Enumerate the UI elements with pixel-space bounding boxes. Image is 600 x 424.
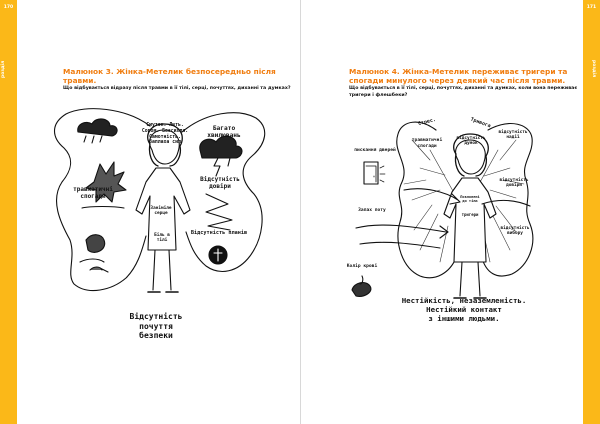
right-page-number: 171: [586, 5, 597, 10]
lightning-icon: [206, 194, 232, 230]
figure-4-question: Що відбувається в її тілі, серці, почуттях, диханні та думках, коли вона переживає тригери і флешбеки?: [349, 86, 578, 98]
no-safety-label: Відсутність почуття безпеки: [129, 312, 183, 341]
touch-label: Поклонені до тіла: [460, 195, 480, 204]
no-hope-label: відсутність надії: [498, 130, 528, 141]
blood-color-label: Колір крові: [346, 264, 378, 269]
left-page-number: 170: [3, 5, 14, 10]
door-squeak-label: пискання дверей: [354, 148, 396, 153]
left-side-tab: розділ: [1, 60, 6, 78]
body-pain-label: Біль в тілі: [154, 233, 170, 244]
numb-heart-label: Заніміле серце: [150, 206, 172, 217]
stress-label: Стрес.: [417, 116, 437, 128]
figure-3-caption: Малюнок 3. Жінка-Метелик безпосередньо після травми.: [63, 67, 276, 85]
traumatic-memories-label: травматичні спогади: [73, 186, 113, 201]
worries-label: Багато хвилювань: [207, 125, 241, 140]
cloud-icon: [78, 119, 117, 136]
traumatic-memories-label-right: травматичні спогади: [411, 138, 443, 149]
emotions-label: Смуток. Лють. Сором. Безсилля. Самотність. Заплаха сил: [141, 123, 189, 146]
right-side-tab: розділ: [591, 60, 596, 78]
anxiety-label: Тривога: [469, 116, 492, 130]
no-choice-label: відсутність вибору: [500, 226, 530, 236]
blood-drop-icon: [352, 283, 371, 297]
no-plans-label: Відсутність планів: [190, 230, 248, 236]
figure-4-caption: Малюнок 4. Жінка-Метелик переживає тригери та спогади минулого через деякий час після травми.: [349, 67, 568, 85]
lightning-icon: [214, 158, 220, 176]
figure-3-question: Що відбувається відразу після травми в її тілі, серці, почуттях, диханні та думках?: [63, 86, 291, 91]
trigger-label: тригери: [461, 212, 479, 217]
no-trust-label-right: відсутність довіри: [499, 178, 529, 189]
sweat-smell-label: Запах поту: [358, 208, 386, 213]
no-trust-label: Відсутність довіри: [200, 176, 240, 191]
no-thoughts-label: відсутність думок: [456, 136, 486, 147]
wind-arrow-icon: [356, 225, 448, 238]
instability-summary-label: Нестійкість, незаземленість. Нестійкий контакт з іншими людьми.: [401, 296, 527, 324]
